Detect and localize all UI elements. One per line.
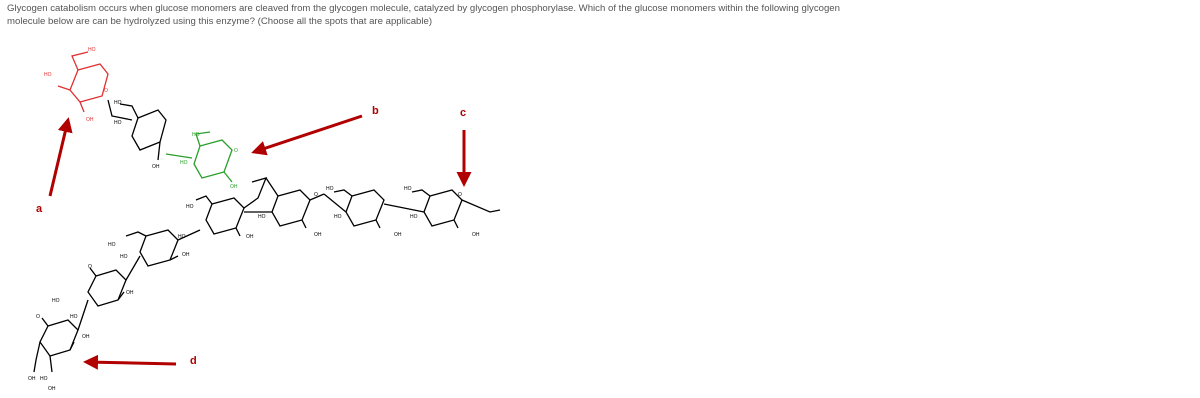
- atom-label: HO: [404, 186, 412, 192]
- question-line-1: Glycogen catabolism occurs when glucose monomers are cleaved from the glycogen molecule, catalyzed by glycogen phosphorylase. Which of the glucose monomers within the following glycogen: [7, 3, 840, 14]
- atom-label: OH: [126, 290, 134, 296]
- arrow-b: [254, 116, 362, 152]
- glucose-ring-red: [58, 52, 108, 112]
- atom-label: O: [234, 148, 238, 154]
- atom-label: OH: [182, 252, 190, 258]
- arrow-d: [86, 362, 176, 364]
- glucose-ring-green: [166, 132, 232, 182]
- atom-label: HO: [334, 214, 342, 220]
- glucose-ring: [108, 100, 166, 160]
- atom-label: OH: [394, 232, 402, 238]
- atom-label: HO: [108, 242, 116, 248]
- question-line-2: molecule below are can be hydrolyzed using this enzyme? (Choose all the spots that are applicable): [7, 16, 433, 27]
- atom-label: O: [314, 192, 318, 198]
- atom-label: OH: [28, 376, 36, 382]
- glucose-ring: [244, 178, 324, 228]
- atom-label: O: [36, 314, 40, 320]
- atom-label: HO: [326, 186, 334, 192]
- atom-label: OH: [86, 117, 94, 123]
- atom-label: OH: [230, 184, 238, 190]
- atom-label: HO: [186, 204, 194, 210]
- atom-label: HO: [410, 214, 418, 220]
- atom-label: OH: [246, 234, 254, 240]
- atom-label: HO: [52, 298, 60, 304]
- atom-label: HO: [258, 214, 266, 220]
- atom-label: HO: [70, 314, 78, 320]
- atom-label: OH: [152, 164, 160, 170]
- glucose-ring: [88, 256, 140, 306]
- atom-label: HO: [192, 132, 200, 138]
- atom-label: OH: [314, 232, 322, 238]
- label-b: b: [372, 105, 379, 117]
- atom-label: HO: [178, 234, 186, 240]
- atom-label: HO: [44, 72, 52, 78]
- atom-label: O: [104, 88, 108, 94]
- atom-label: OH: [48, 386, 56, 392]
- glucose-ring: [34, 300, 88, 372]
- label-a: a: [36, 203, 43, 215]
- atom-label: HO: [88, 47, 96, 53]
- atom-label: OH: [82, 334, 90, 340]
- glucose-ring: [384, 190, 500, 228]
- atom-label: O: [88, 264, 92, 270]
- atom-label: HO: [120, 254, 128, 260]
- atom-label: HO: [40, 376, 48, 382]
- atom-label: HO: [114, 120, 122, 126]
- label-d: d: [190, 355, 197, 367]
- glucose-ring: [324, 190, 384, 228]
- label-c: c: [460, 107, 467, 119]
- atom-label: OH: [472, 232, 480, 238]
- arrow-a: [50, 120, 68, 196]
- atom-label: O: [458, 192, 462, 198]
- atom-label: HO: [114, 100, 122, 106]
- atom-label: HO: [180, 160, 188, 166]
